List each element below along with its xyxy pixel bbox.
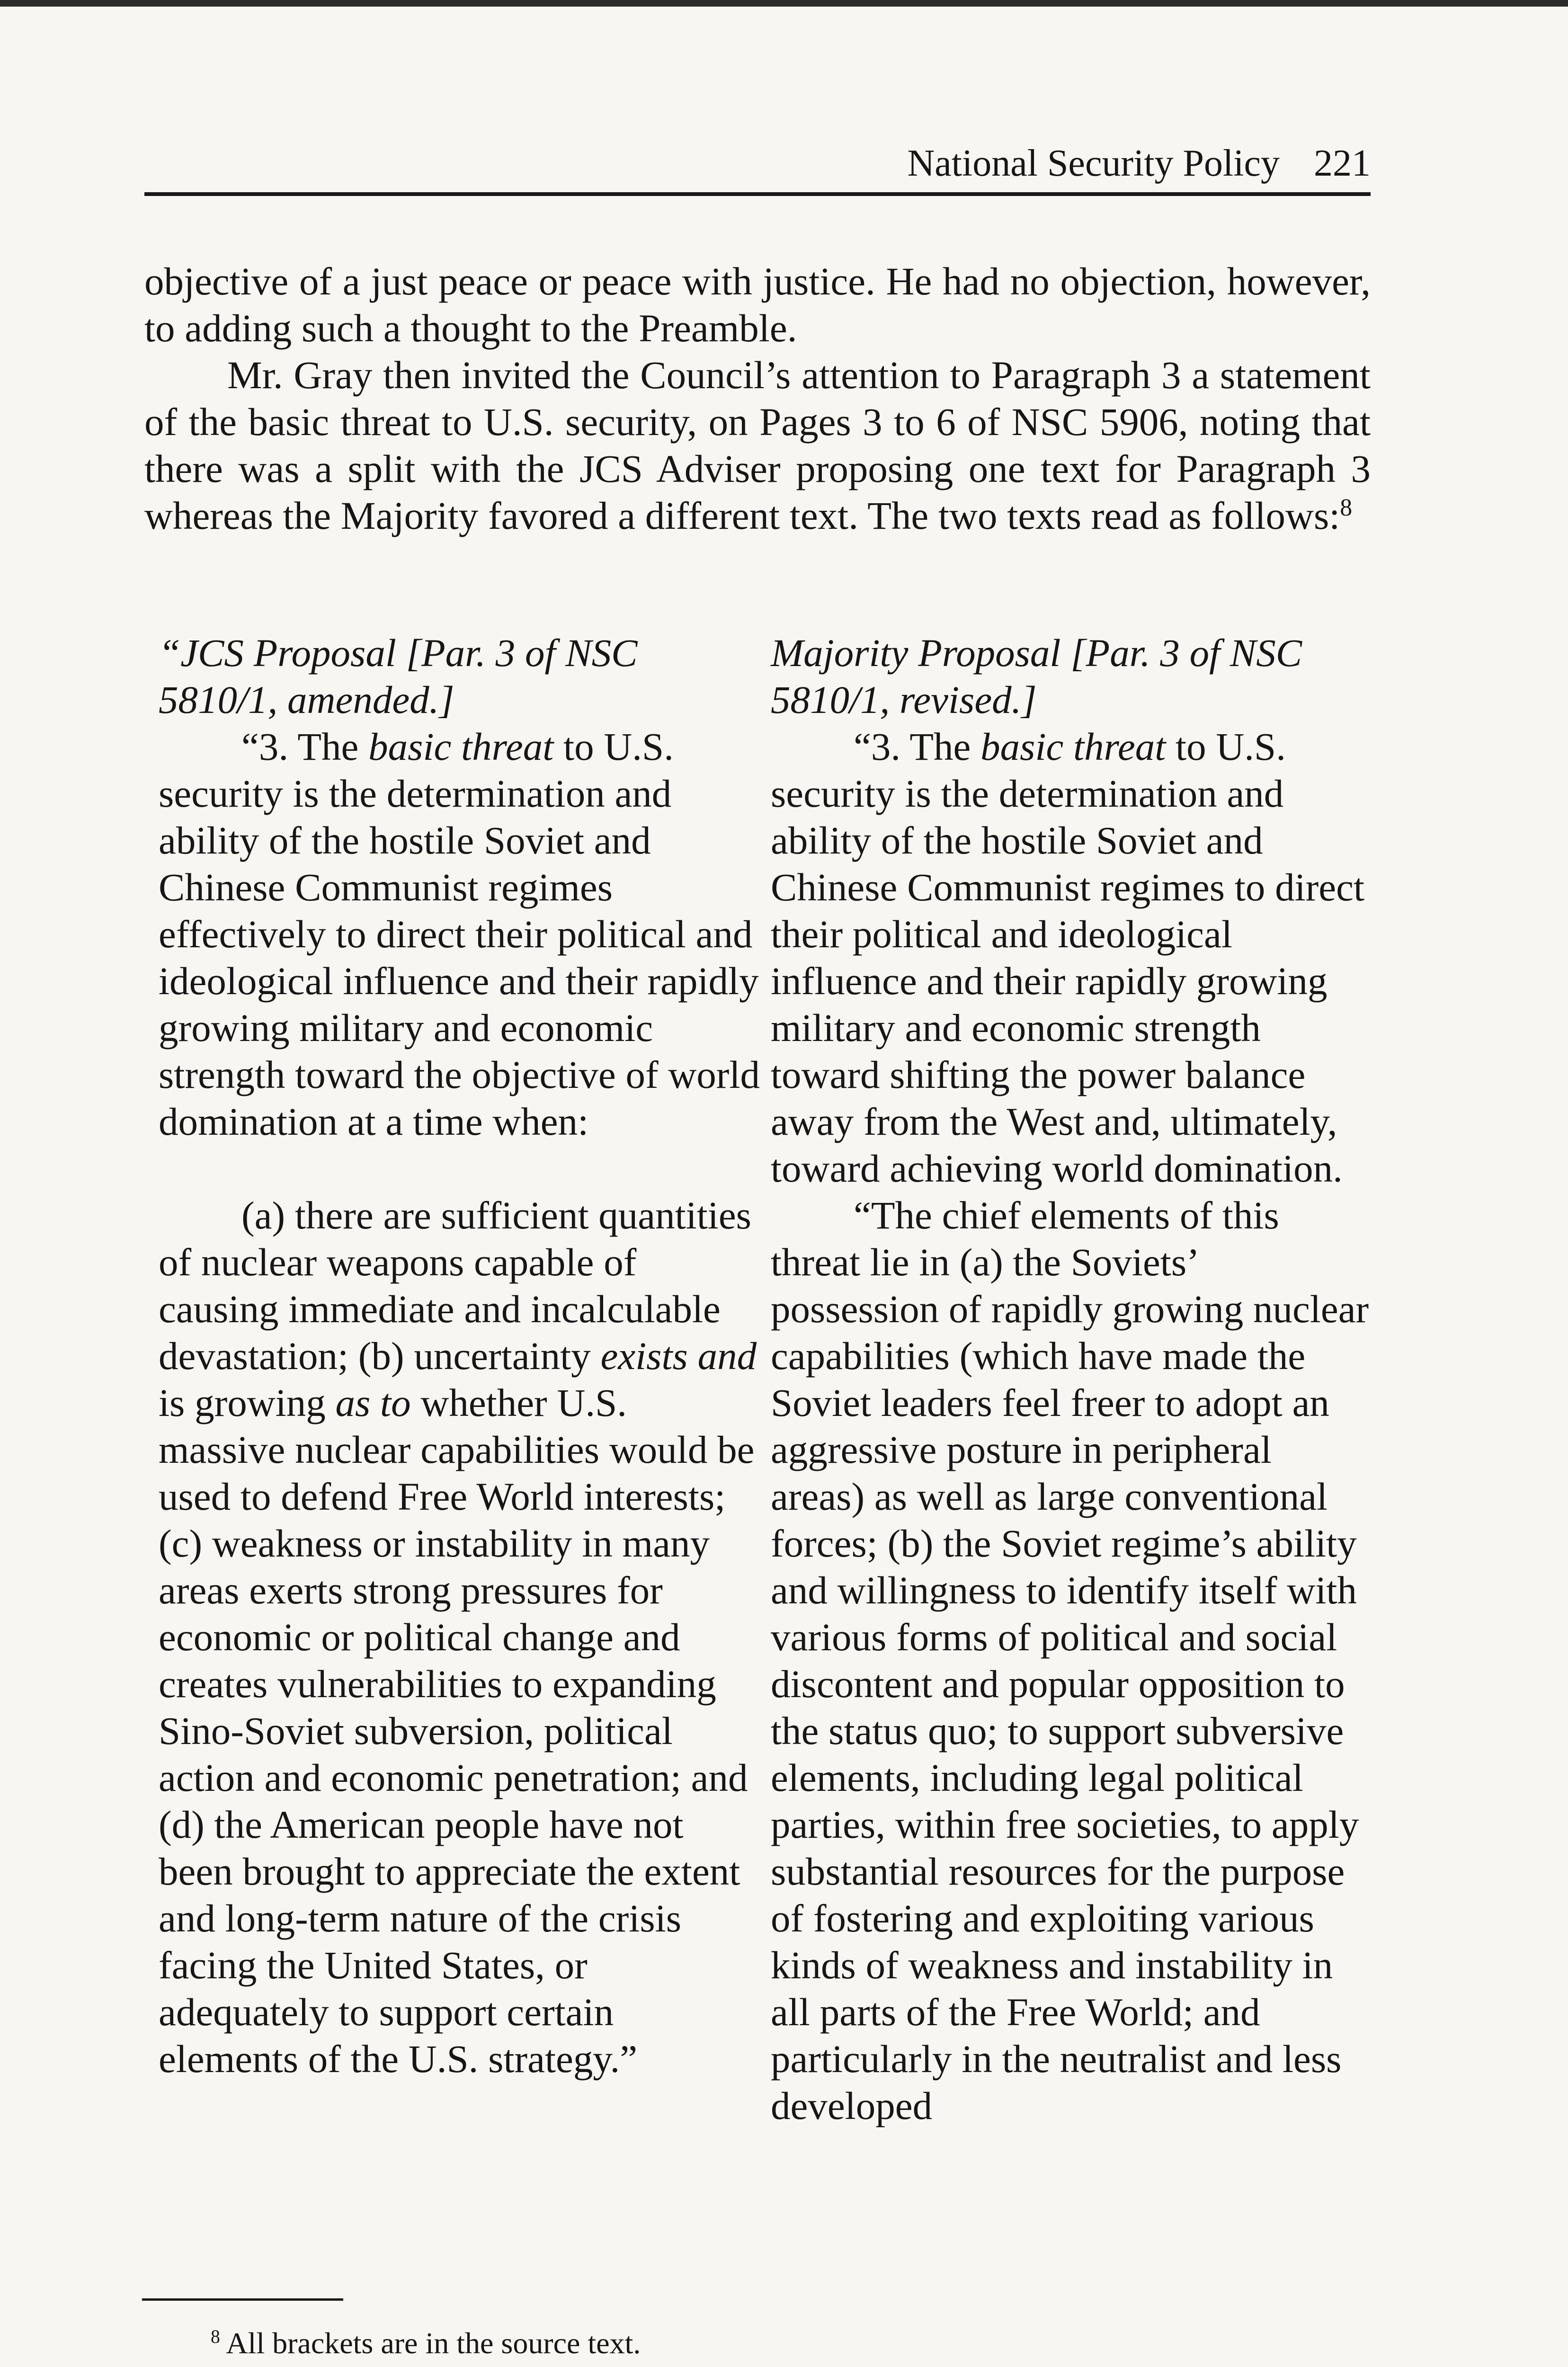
running-header <box>144 137 1371 189</box>
majority-proposal-column <box>771 630 1372 2129</box>
footnote-text: All brackets are in the source text. <box>226 2326 641 2360</box>
footnote-rule <box>142 2298 343 2301</box>
jcs-p2-end: whether U.S. massive nuclear capabilities would be used to defend Free World interests; (c) weakness or instability in many areas exerts strong pressures for economic or political change and creates vulnerabilities to expanding Sino-Soviet subversion, political action and economic penetration; and (d) the American people have not been brought to appreciate the extent and long-term nature of the crisis facing the United States, or adequately to support certain elements of the U.S. strategy.” <box>159 1381 755 2081</box>
majority-paragraph-2: “The chief elements of this threat lie in (a) the Soviets’ possession of rapidly growing nuclear capabilities (which have made the Soviet leaders feel freer to adopt an aggressive posture in peripheral areas) as well as large conventional forces; (b) the Soviet regime’s ability and willingness to identify itself with various forms of political and social discontent and popular opposition to the status quo; to support subversive elements, including legal political parties, within free societies, to apply substantial resources for the purpose of fostering and exploiting various kinds of weakness and instability in all parts of the Free World; and particularly in the neutralist and less developed <box>771 1193 1369 2127</box>
jcs-proposal-column <box>159 630 760 2082</box>
majority-p1-end: to U.S. security is the determination and ability of the hostile Soviet and Chinese Communist regimes to direct their political and ideological influence and their rapidly growing military and economic strength toward shifting the power balance away from the West and, ultimately, toward achieving world domination. <box>771 725 1365 1190</box>
body-paragraph-2 <box>144 352 1371 544</box>
jcs-p2-start: (a) there are sufficient quantities of nuclear weapons capable of causing immediate and incalculable devastation; (b) uncertainty <box>159 1193 751 1378</box>
footnote-reference: 8 <box>1340 494 1353 521</box>
running-title: National Security Policy <box>907 142 1280 184</box>
header-rule <box>144 192 1371 196</box>
page-top-edge <box>0 0 1568 7</box>
body-paragraph-1-text: objective of a just peace or peace with justice. He had no objection, however, to adding such a thought to the Preamble. <box>144 259 1371 350</box>
jcs-p2-mid: is growing <box>159 1381 336 1424</box>
jcs-p1-start: “3. The <box>241 725 369 768</box>
jcs-p2-emphasis-2: as to <box>335 1381 411 1424</box>
jcs-paragraph-1 <box>159 723 760 1145</box>
jcs-p1-end: to U.S. security is the determination and ability of the hostile Soviet and Chinese Communist regimes effectively to direct their political and ideological influence and their rapidly growing military and economic strength toward the objective of world domination at a time when: <box>159 725 760 1143</box>
body-paragraph-1 <box>144 258 1371 352</box>
footnote-number: 8 <box>211 2326 220 2348</box>
body-text <box>144 258 1371 544</box>
footnote <box>211 2322 641 2367</box>
majority-p1-emphasis: basic threat <box>980 725 1166 768</box>
jcs-proposal-heading: “JCS Proposal [Par. 3 of NSC 5810/1, amended.] <box>159 631 638 721</box>
jcs-p1-emphasis: basic threat <box>368 725 554 768</box>
page-number: 221 <box>1314 142 1371 184</box>
jcs-paragraph-2 <box>159 1192 760 2082</box>
jcs-p2-emphasis-1: exists and <box>600 1334 757 1378</box>
body-paragraph-2-text: Mr. Gray then invited the Council’s attention to Paragraph 3 a statement of the basic threat to U.S. security, on Pages 3 to 6 of NSC 5906, noting that there was a split with the JCS Adviser proposing one text for Paragraph 3 whereas the Majority favored a different text. The two texts read as follows: <box>144 353 1371 537</box>
majority-proposal-heading: Majority Proposal [Par. 3 of NSC 5810/1, revised.] <box>771 631 1302 721</box>
majority-p1-start: “3. The <box>854 725 981 768</box>
majority-paragraph-1 <box>771 723 1372 1192</box>
